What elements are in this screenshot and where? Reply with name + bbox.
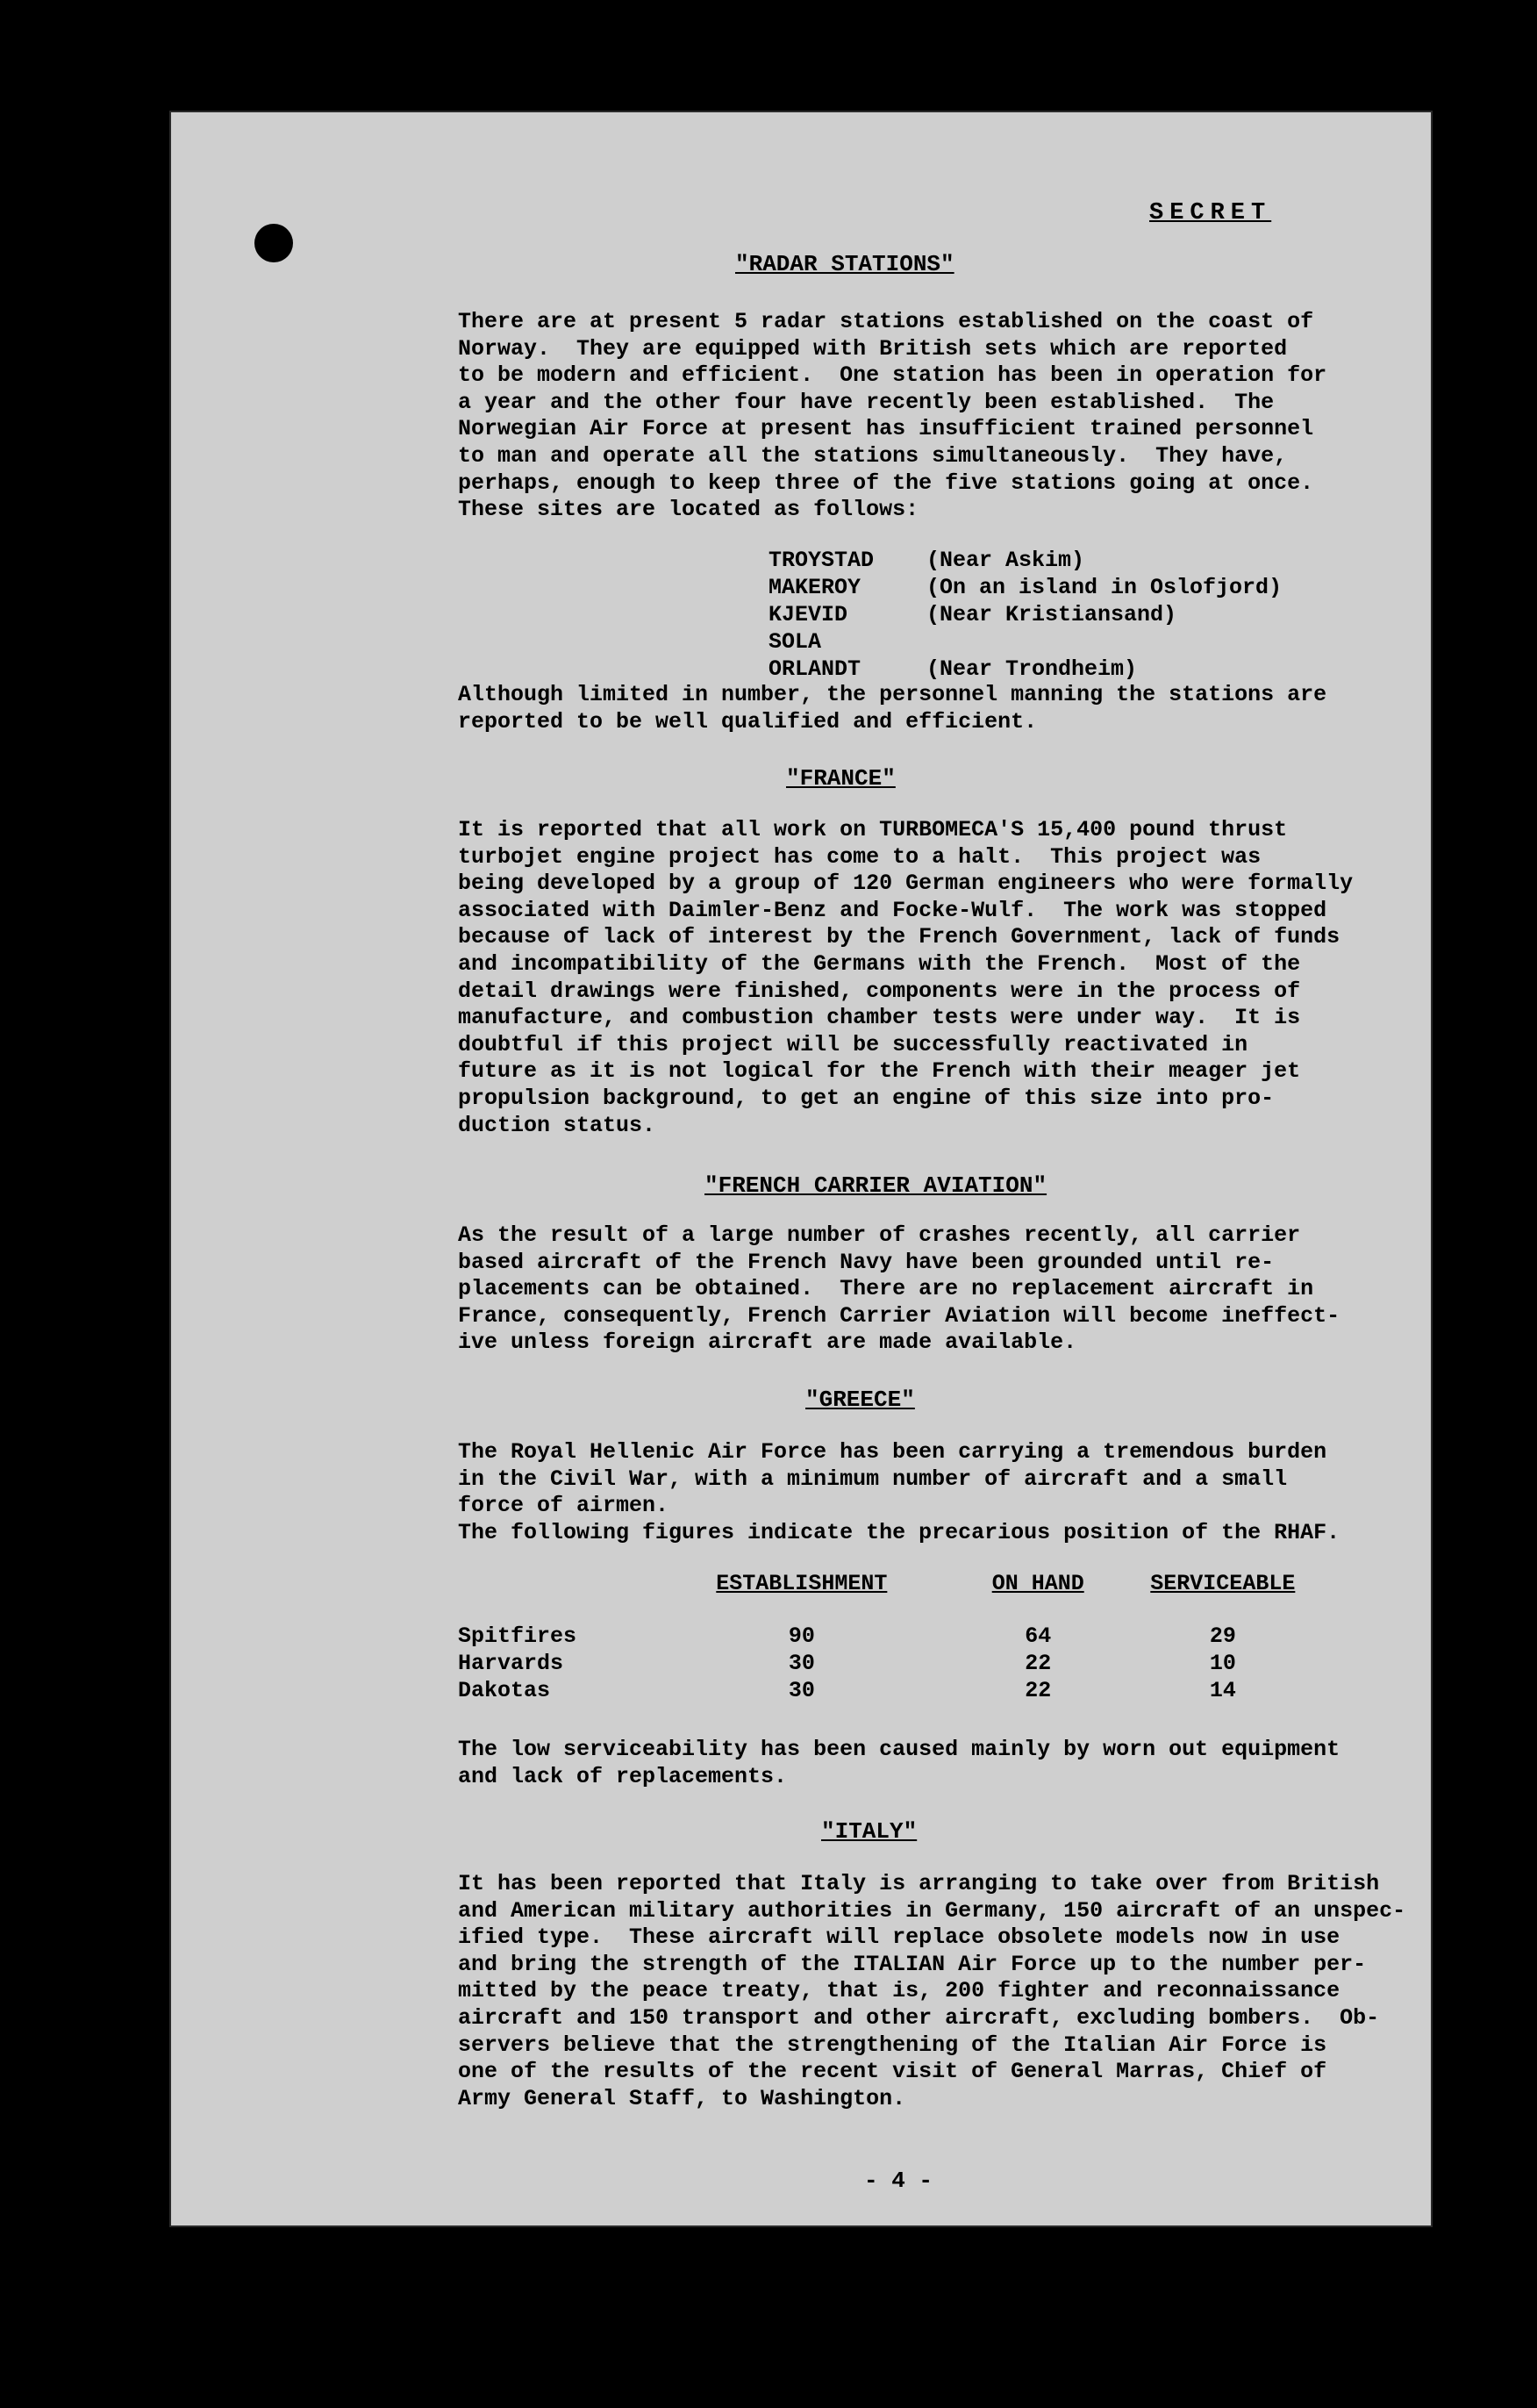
aircraft-type: Dakotas [458, 1678, 551, 1703]
aircraft-type: Harvards [458, 1651, 564, 1676]
page-number: - 4 - [864, 2168, 933, 2194]
on-hand-value: 64 [1025, 1623, 1052, 1649]
site-name: MAKEROY [768, 575, 861, 600]
text-line: being developed by a group of 120 German engineers who were formally [458, 871, 1354, 897]
text-line: force of airmen. [458, 1493, 669, 1519]
table-row [458, 1651, 1300, 1678]
column-header: SERVICEABLE [1150, 1571, 1296, 1596]
site-name: SOLA [768, 629, 822, 655]
text-line: reported to be well qualified and efficient. [458, 708, 1038, 735]
text-line: These sites are located as follows: [458, 497, 919, 523]
text-line: France, consequently, French Carrier Aviation will become ineffect- [458, 1302, 1340, 1329]
greece-closing [458, 1737, 1344, 1790]
table-row [458, 1678, 1300, 1705]
text-line: detail drawings were finished, components were in the process of [458, 978, 1301, 1004]
text-line: ive unless foreign aircraft are made available. [458, 1329, 1077, 1356]
text-line: one of the results of the recent visit of General Marras, Chief of [458, 2059, 1327, 2085]
list-item [768, 547, 1282, 574]
text-line: Army General Staff, to Washington. [458, 2085, 906, 2111]
text-line: associated with Daimler-Benz and Focke-Wulf. The work was stopped [458, 897, 1327, 923]
french-carrier-heading: "FRENCH CARRIER AVIATION" [704, 1172, 1047, 1199]
list-item [768, 574, 1282, 601]
text-line: doubtful if this project will be successfully reactivated in [458, 1031, 1248, 1057]
table-header [458, 1571, 1300, 1623]
header-cell [1146, 1571, 1300, 1623]
text-line: perhaps, enough to keep three of the five stations going at once. [458, 469, 1314, 496]
list-item [768, 656, 1282, 683]
list-item [768, 601, 1282, 628]
site-location: (Near Trondheim) [926, 656, 1138, 682]
establishment-value: 30 [788, 1651, 815, 1676]
site-name: KJEVID [768, 602, 848, 627]
radar-heading: "RADAR STATIONS" [735, 251, 954, 277]
text-line: aircraft and 150 transport and other aircraft, excluding bombers. Ob- [458, 2004, 1380, 2031]
italy-heading: "ITALY" [821, 1818, 918, 1845]
text-line: based aircraft of the French Navy have been grounded until re- [458, 1249, 1275, 1275]
secret-marking: SECRET [1149, 200, 1272, 226]
text-line: propulsion background, to get an engine of this size into pro- [458, 1085, 1275, 1111]
text-line: to man and operate all the stations simultaneously. They have, [458, 442, 1288, 469]
radar-intro [458, 309, 1344, 524]
radar-site-list [768, 547, 1282, 683]
text-line: because of lack of interest by the French Government, lack of funds [458, 924, 1340, 950]
text-line: ified type. These aircraft will replace obsolete models now in use [458, 1924, 1340, 1951]
serviceable-value: 29 [1209, 1623, 1236, 1649]
header-spacer [458, 1571, 673, 1623]
text-line: to be modern and efficient. One station has been in operation for [458, 362, 1327, 389]
establishment-value: 30 [788, 1678, 815, 1703]
text-line: duction status. [458, 1112, 656, 1138]
text-line: and lack of replacements. [458, 1763, 788, 1789]
site-name: ORLANDT [768, 656, 861, 682]
france-heading: "FRANCE" [786, 765, 896, 792]
text-line: The low serviceability has been caused mainly by worn out equipment [458, 1737, 1340, 1762]
aircraft-type: Spitfires [458, 1623, 577, 1649]
rhaf-aircraft-table [458, 1571, 1300, 1705]
table-row [458, 1623, 1300, 1651]
italy-paragraph [458, 1871, 1406, 2112]
text-line: mitted by the peace treaty, that is, 200 fighter and reconnaissance [458, 1978, 1340, 2004]
text-line: turbojet engine project has come to a halt. This project was [458, 843, 1262, 870]
list-item [768, 628, 1282, 656]
establishment-value: 90 [788, 1623, 815, 1649]
column-header: ESTABLISHMENT [716, 1571, 888, 1596]
text-line: manufacture, and combustion chamber tests were under way. It is [458, 1005, 1301, 1031]
text-line: Norway. They are equipped with British sets which are reported [458, 335, 1288, 362]
text-line: It has been reported that Italy is arranging to take over from British [458, 1871, 1380, 1896]
site-location: (Near Kristiansand) [926, 602, 1177, 627]
header-cell [673, 1571, 931, 1623]
text-line: and American military authorities in Germany, 150 aircraft of an unspec- [458, 1897, 1406, 1924]
french-carrier-paragraph [458, 1222, 1344, 1357]
serviceable-value: 10 [1209, 1651, 1236, 1676]
text-line: and incompatibility of the Germans with the French. Most of the [458, 950, 1301, 977]
text-line: As the result of a large number of crashes recently, all carrier [458, 1222, 1301, 1248]
text-line: The Royal Hellenic Air Force has been carrying a tremendous burden [458, 1439, 1327, 1465]
site-name: TROYSTAD [768, 548, 875, 573]
text-line: Norwegian Air Force at present has insufficient trained personnel [458, 416, 1314, 442]
text-line: a year and the other four have recently been established. The [458, 389, 1275, 415]
on-hand-value: 22 [1025, 1678, 1052, 1703]
text-line: Although limited in number, the personnel manning the stations are [458, 682, 1327, 707]
greece-heading: "GREECE" [805, 1387, 915, 1413]
greece-paragraph [458, 1439, 1344, 1546]
text-line: It is reported that all work on TURBOMECA'S 15,400 pound thrust [458, 817, 1288, 842]
serviceable-value: 14 [1209, 1678, 1236, 1703]
text-line: There are at present 5 radar stations established on the coast of [458, 309, 1314, 334]
radar-closing [458, 682, 1344, 735]
header-cell [931, 1571, 1146, 1623]
text-line: servers believe that the strengthening of the Italian Air Force is [458, 2032, 1327, 2058]
on-hand-value: 22 [1025, 1651, 1052, 1676]
site-location: (Near Askim) [926, 548, 1085, 573]
column-header: ON HAND [991, 1571, 1084, 1596]
text-line: in the Civil War, with a minimum number of aircraft and a small [458, 1466, 1288, 1492]
france-paragraph [458, 817, 1354, 1139]
text-line: The following figures indicate the precarious position of the RHAF. [458, 1519, 1340, 1545]
text-line: placements can be obtained. There are no replacement aircraft in [458, 1276, 1314, 1302]
text-line: and bring the strength of the ITALIAN Air Force up to the number per- [458, 1951, 1367, 1977]
site-location: (On an island in Oslofjord) [926, 575, 1283, 600]
punch-hole [254, 224, 293, 262]
text-line: future as it is not logical for the French with their meager jet [458, 1058, 1301, 1085]
